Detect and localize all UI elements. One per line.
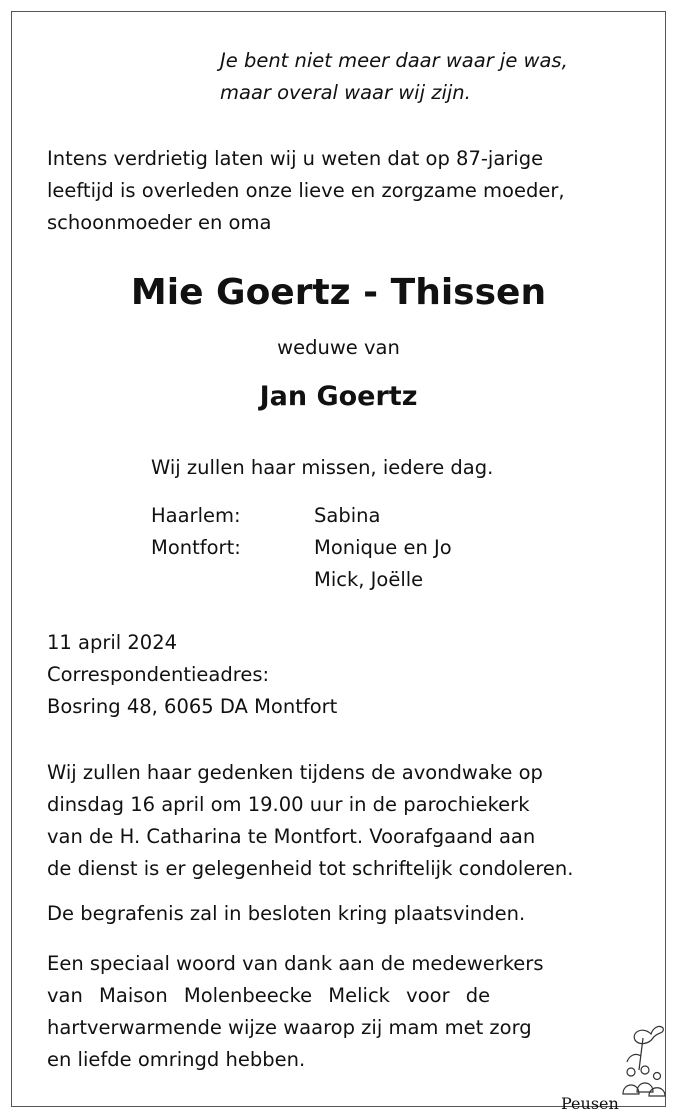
relative-names: Sabina — [314, 504, 381, 527]
service-line-1: Wij zullen haar gedenken tijdens de avondwake op — [47, 761, 543, 784]
poem-line-2: maar overal waar wij zijn. — [220, 81, 471, 104]
intro-line-2: leeftijd is overleden onze lieve en zorgzame moeder, — [47, 179, 565, 202]
intro-line-3: schoonmoeder en oma — [47, 211, 272, 234]
relative-place: Montfort: — [151, 536, 241, 559]
flower-family-logo-icon — [613, 1022, 669, 1102]
thanks-text — [47, 948, 630, 1076]
thanks-line-2: van Maison Molenbeecke Melick voor de — [47, 984, 491, 1007]
missing-text: Wij zullen haar missen, iedere dag. — [151, 456, 494, 479]
address-street: Bosring 48, 6065 DA Montfort — [47, 695, 338, 718]
intro-line-1: Intens verdrietig laten wij u weten dat op 87-jarige — [47, 147, 544, 170]
relative-names: Monique en Jo — [314, 536, 452, 559]
relative-names: Mick, Joëlle — [314, 568, 424, 591]
poem — [220, 45, 568, 109]
relative-place: Haarlem: — [151, 504, 241, 527]
service-line-4: de dienst is er gelegenheid tot schriftelijk condoleren. — [47, 857, 574, 880]
funeral-home-signature: Peusen — [561, 1094, 619, 1113]
address-block — [47, 627, 337, 723]
funeral-text: De begrafenis zal in besloten kring plaatsvinden. — [47, 902, 526, 925]
service-text — [47, 757, 630, 885]
service-line-3: van de H. Catharina te Montfort. Voorafgaand aan — [47, 825, 536, 848]
poem-line-1: Je bent niet meer daar waar je was, — [220, 49, 568, 72]
announcement-date: 11 april 2024 — [47, 631, 178, 654]
service-line-2: dinsdag 16 april om 19.00 uur in de parochiekerk — [47, 793, 530, 816]
thanks-line-1: Een speciaal woord van dank aan de medewerkers — [47, 952, 544, 975]
widow-of-label: weduwe van — [277, 336, 400, 359]
deceased-name: Mie Goertz - Thissen — [130, 272, 547, 313]
address-label: Correspondentieadres: — [47, 663, 270, 686]
intro-text — [47, 143, 565, 239]
husband-name: Jan Goertz — [259, 381, 418, 412]
thanks-line-3: hartverwarmende wijze waarop zij mam met zorg — [47, 1016, 532, 1039]
thanks-line-4: en liefde omringd hebben. — [47, 1048, 306, 1071]
